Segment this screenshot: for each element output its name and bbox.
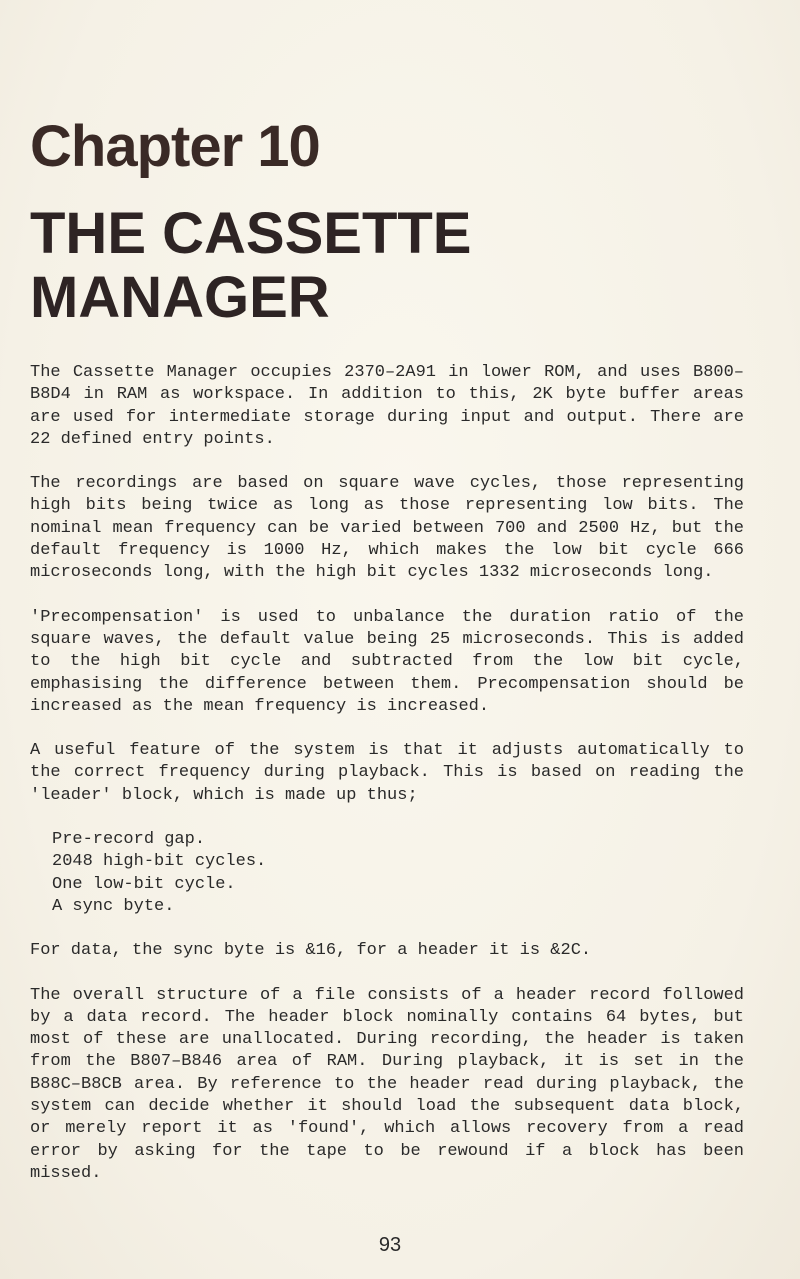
- list-item: Pre-record gap.: [52, 830, 206, 850]
- paragraph-intro: The Cassette Manager occupies 2370–2A91 in lower ROM, and uses B800–B8D4 in RAM as workspace. In addition to this, 2K byte buffer areas are used for intermediate storage during input and output. There are 22 defined entry points.: [30, 363, 744, 449]
- paragraph-leader: A useful feature of the system is that it adjusts automatically to the correct frequency during playback. This is based on reading the 'leader' block, which is made up thus;: [30, 741, 744, 805]
- chapter-title: THE CASSETTE MANAGER: [30, 201, 472, 330]
- list-item: One low-bit cycle.: [52, 874, 236, 894]
- chapter-number: Chapter 10: [30, 114, 320, 179]
- leader-block-list: [52, 829, 744, 918]
- paragraph-precompensation: 'Precompensation' is used to unbalance the duration ratio of the square waves, the default value being 25 microseconds. This is added to the high bit cycle and subtracted from the low bit cycle, emphasising the difference between them. Precompensation should be increased as the mean frequency is increased.: [30, 607, 744, 716]
- list-item: A sync byte.: [52, 896, 175, 916]
- page-number: 93: [378, 1234, 402, 1256]
- body-text: [30, 362, 744, 1207]
- list-item: 2048 high-bit cycles.: [52, 852, 267, 872]
- paragraph-recordings: The recordings are based on square wave cycles, those representing high bits being twice as long as those representing low bits. The nominal mean frequency can be varied between 700 and 2500 Hz, but the default frequency is 1000 Hz, which makes the low bit cycle 666 microseconds long, with the high bit cycles 1332 microseconds long.: [30, 474, 744, 583]
- paragraph-sync-byte: For data, the sync byte is &16, for a header it is &2C.: [30, 941, 592, 961]
- paragraph-file-structure: The overall structure of a file consists of a header record followed by a data record. The header block nominally contains 64 bytes, but most of these are unallocated. During recording, the header is taken from the B807–B846 area of RAM. During playback, it is set in the B88C–B8CB area. By reference to the header read during playback, the system can decide whether it should load the subsequent data block, or merely report it as 'found', which allows recovery from a read error by asking for the tape to be rewound if a block has been missed.: [30, 985, 744, 1183]
